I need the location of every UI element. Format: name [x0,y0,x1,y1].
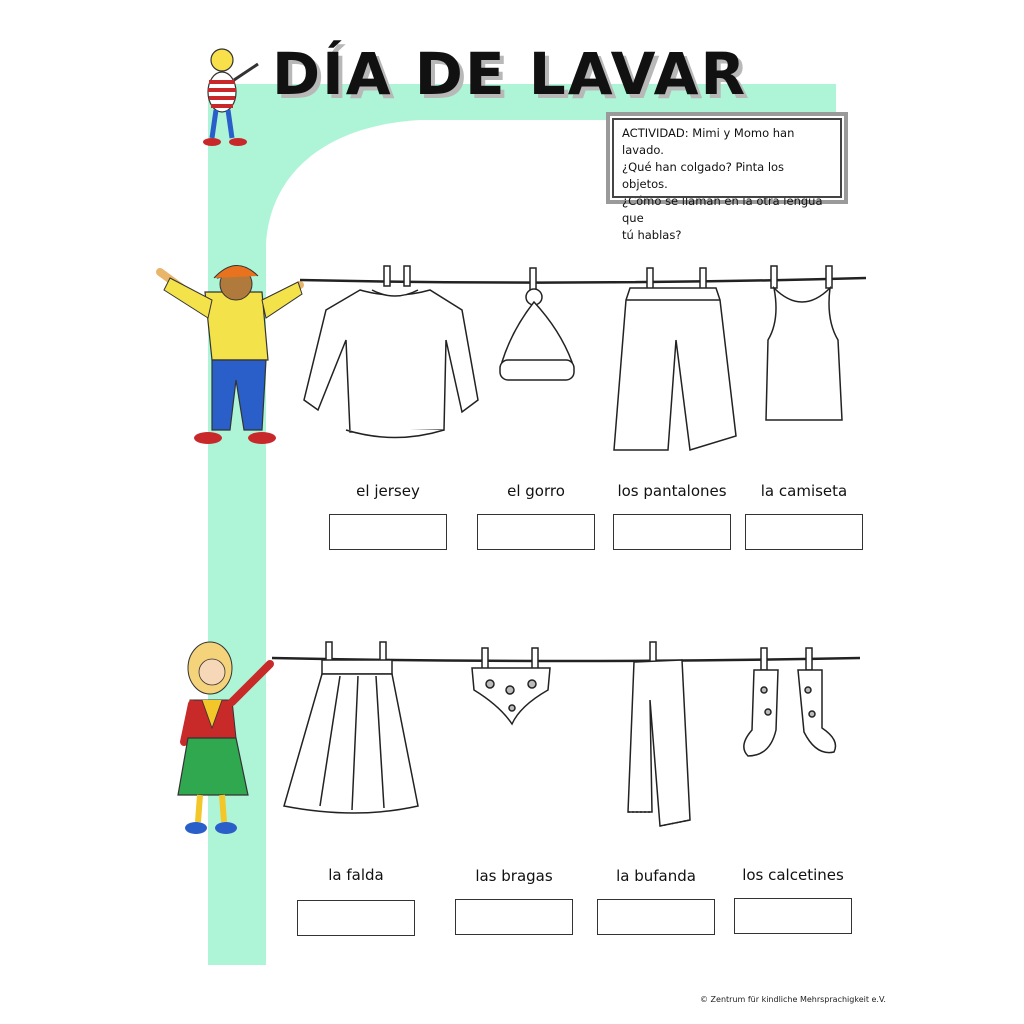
label-pantalones: los pantalones [617,482,727,500]
skirt-icon [284,642,418,813]
answer-box-pantalones[interactable] [613,514,731,550]
activity-label: ACTIVIDAD: [622,126,689,140]
label-falda: la falda [328,866,384,884]
answer-box-falda[interactable] [297,900,415,936]
sweater-icon [304,266,478,438]
answer-box-bufanda[interactable] [597,899,715,935]
socks-icon [744,648,836,756]
answer-box-calcetines[interactable] [734,898,852,934]
activity-line-1: Mimi y Momo han lavado. [622,126,795,157]
label-camiseta: la camiseta [760,482,848,500]
scarf-icon [628,642,690,826]
hat-icon [500,268,574,380]
label-jersey: el jersey [356,482,420,500]
underpants-icon [472,648,550,724]
label-calcetines: los calcetines [742,866,844,884]
activity-line-4: tú hablas? [622,228,682,242]
answer-box-bragas[interactable] [455,899,573,935]
label-bragas: las bragas [475,867,553,885]
label-bufanda: la bufanda [616,867,696,885]
tank-top-icon [766,266,842,420]
page-title: DÍA DE LAVAR [272,40,748,108]
activity-line-3: ¿Cómo se llaman en la otra lengua que [622,194,823,225]
label-gorro: el gorro [507,482,565,500]
answer-box-gorro[interactable] [477,514,595,550]
activity-line-2: ¿Qué han colgado? Pinta los objetos. [622,160,785,191]
answer-box-camiseta[interactable] [745,514,863,550]
trousers-icon [614,268,736,450]
boy-figure [160,265,302,444]
answer-box-jersey[interactable] [329,514,447,550]
copyright-text: © Zentrum für kindliche Mehrsprachigkeit e.V. [700,995,886,1004]
activity-box [606,112,848,242]
